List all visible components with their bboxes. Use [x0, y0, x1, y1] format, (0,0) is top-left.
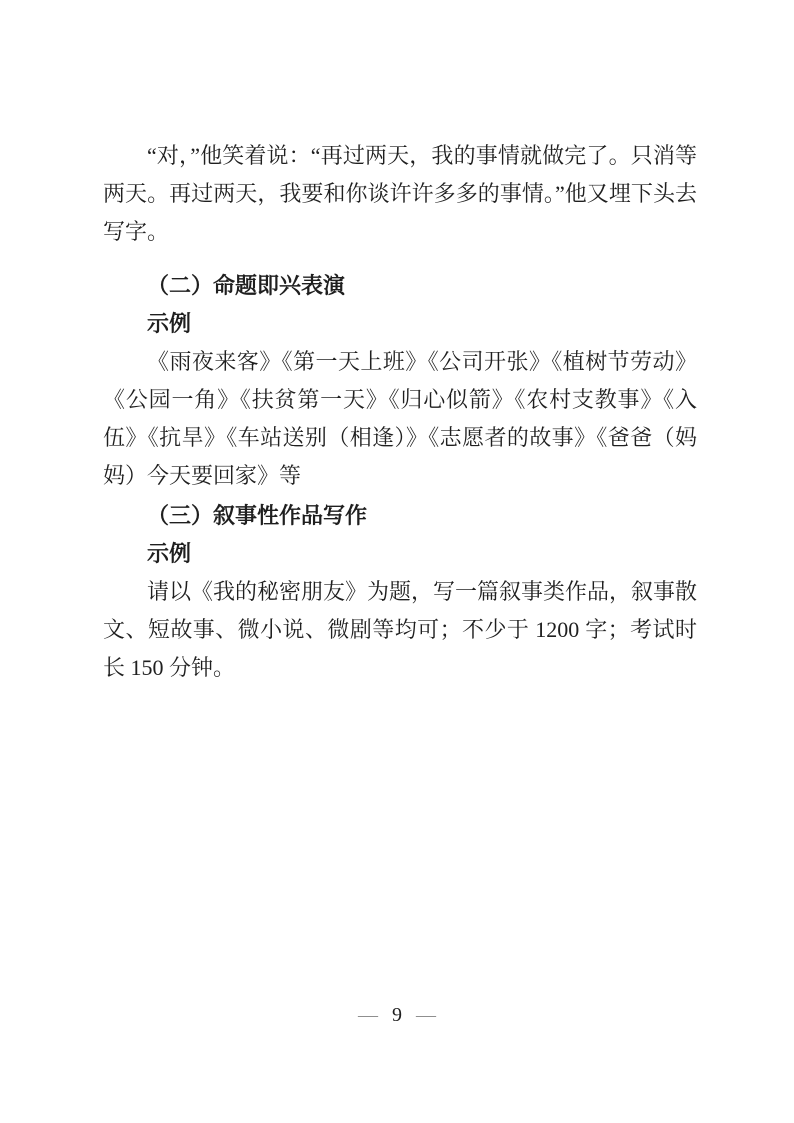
section-2-body: 《雨夜来客》《第一天上班》《公司开张》《植树节劳动》《公园一角》《扶贫第一天》《归心似箭》《农村支教事》《入伍》《抗旱》《车站送别（相逢）》《志愿者的故事》《爸爸（妈妈）今天要回家》等 — [103, 349, 697, 488]
footer-dash-left: — — [358, 1004, 378, 1026]
paragraph-dialogue: “对，”他笑着说：“再过两天，我的事情就做完了。只消等两天。再过两天，我要和你谈许许多多的事情。”他又埋下头去写字。 — [103, 143, 697, 244]
page-content — [103, 137, 697, 687]
footer-page-number: 9 — [392, 1004, 402, 1026]
page-footer — [0, 1002, 794, 1028]
section-3-example-label: 示例 — [147, 541, 192, 566]
section-2-example-label: 示例 — [147, 311, 192, 336]
footer-dash-right: — — [416, 1004, 436, 1026]
section-3-body: 请以《我的秘密朋友》为题，写一篇叙事类作品，叙事散文、短故事、微小说、微剧等均可；不少于 1200 字；考试时长 150 分钟。 — [103, 579, 698, 680]
section-2-heading: （二）命题即兴表演 — [147, 273, 346, 298]
section-3-heading: （三）叙事性作品写作 — [147, 503, 368, 528]
